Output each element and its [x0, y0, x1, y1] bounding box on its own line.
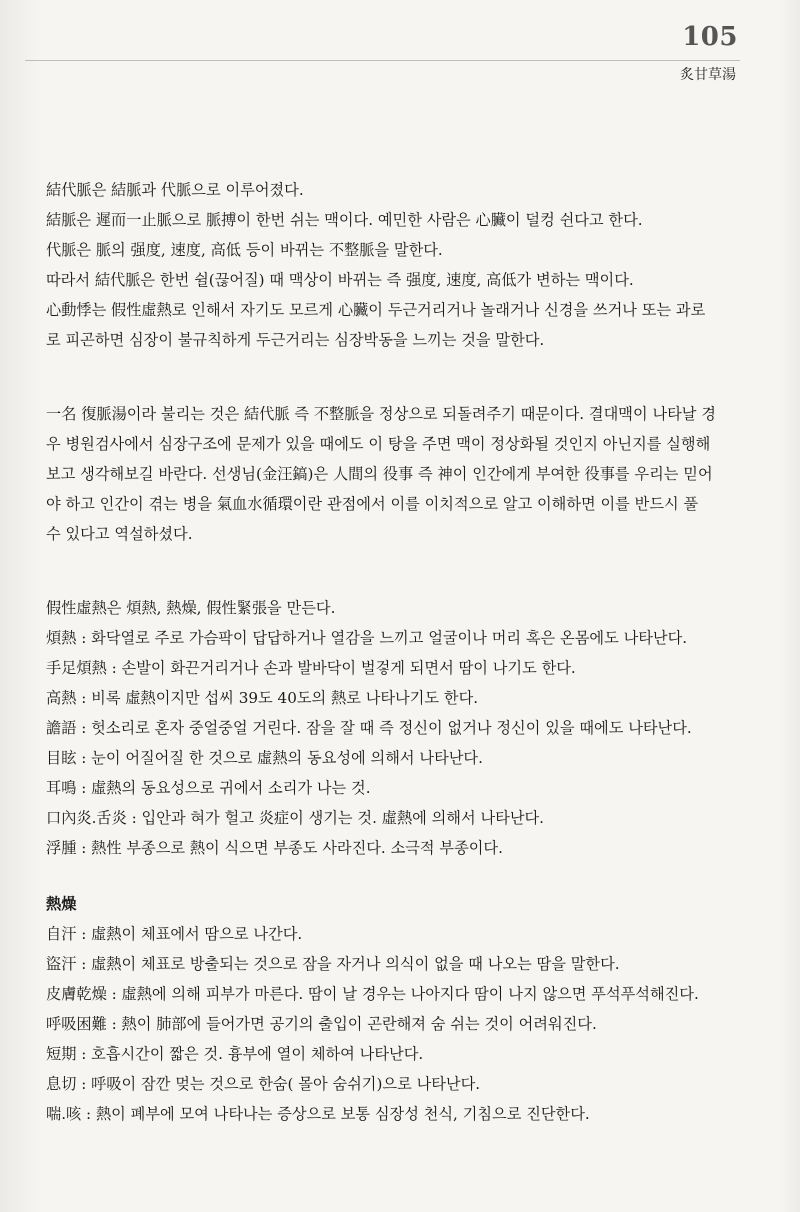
paragraph-line: 假性虛熱은 煩熱, 熱燥, 假性緊張을 만든다.: [46, 599, 336, 617]
definition-line: 煩熱 : 화닥열로 주로 가슴팍이 답답하거나 열감을 느끼고 얼굴이나 머리 혹은 온몸에도 나타난다.: [46, 629, 688, 647]
definition-line: 呼吸困難 : 熱이 肺部에 들어가면 공기의 출입이 곤란해져 숨 쉬는 것이 어려워진다.: [46, 1015, 597, 1033]
definition-line: 自汗 : 虛熱이 체표에서 땀으로 나간다.: [46, 925, 303, 943]
header-rule: [25, 60, 740, 61]
paragraph-line: 結脈은 遲而一止脈으로 脈搏이 한번 쉬는 맥이다. 예민한 사람은 心臟이 덜컹 쉰다고 한다.: [46, 211, 643, 229]
running-title: 炙甘草湯: [680, 67, 736, 83]
definition-line: 譫語 : 헛소리로 혼자 중얼중얼 거린다. 잠을 잘 때 즉 정신이 없거나 정신이 있을 때에도 나타난다.: [46, 719, 692, 737]
spacer: [46, 360, 751, 404]
definition-line: 耳鳴 : 虛熱의 동요성으로 귀에서 소리가 나는 것.: [46, 779, 371, 797]
paragraph-line: 수 있다고 역설하셨다.: [46, 525, 193, 543]
section-heading: 熱燥: [46, 895, 77, 913]
paragraph-line: 따라서 結代脈은 한번 쉴(끊어질) 때 맥상이 바뀌는 즉 强度, 速度, 高低가 변하는 맥이다.: [46, 271, 634, 289]
paragraph-line: 結代脈은 結脈과 代脈으로 이루어졌다.: [46, 181, 304, 199]
page-body: [46, 180, 751, 1134]
paragraph-line: 로 피곤하면 심장이 불규칙하게 두근거리는 심장박동을 느끼는 것을 말한다.: [46, 331, 545, 349]
spacer: [46, 868, 751, 894]
definition-line: 口內炎.舌炎 : 입안과 혀가 헐고 炎症이 생기는 것. 虛熱에 의해서 나타난다.: [46, 809, 544, 827]
paragraph-line: 心動悸는 假性虛熱로 인해서 자기도 모르게 心臟이 두근거리거나 놀래거나 신경을 쓰거나 또는 과로: [46, 301, 706, 319]
definition-line: 皮膚乾燥 : 虛熱에 의해 피부가 마른다. 땀이 날 경우는 나아지다 땀이 나지 않으면 푸석푸석해진다.: [46, 985, 699, 1003]
definition-line: 息切 : 呼吸이 잠깐 멎는 것으로 한숨( 몰아 숨쉬기)으로 나타난다.: [46, 1075, 481, 1093]
definition-line: 浮腫 : 熱性 부종으로 熱이 식으면 부종도 사라진다. 소극적 부종이다.: [46, 839, 503, 857]
paragraph-line: 우 병원검사에서 심장구조에 문제가 있을 때에도 이 탕을 주면 맥이 정상화될 것인지 아닌지를 실행해: [46, 435, 711, 453]
page-number: 105: [682, 22, 738, 52]
paragraph-line: 代脈은 脈의 强度, 速度, 高低 등이 바뀌는 不整脈을 말한다.: [46, 241, 443, 259]
definition-line: 高熱 : 비록 虛熱이지만 섭씨 39도 40도의 熱로 나타나기도 한다.: [46, 689, 479, 707]
paragraph-line: 一名 復脈湯이라 불리는 것은 結代脈 즉 不整脈을 정상으로 되돌려주기 때문이다. 결대맥이 나타날 경: [46, 405, 716, 423]
definition-line: 短期 : 호흡시간이 짧은 것. 흉부에 열이 체하여 나타난다.: [46, 1045, 424, 1063]
spacer: [46, 554, 751, 598]
definition-line: 喘.咳 : 熱이 폐부에 모여 나타나는 증상으로 보통 심장성 천식, 기침으로 진단한다.: [46, 1105, 590, 1123]
definition-line: 手足煩熱 : 손발이 화끈거리거나 손과 발바닥이 벌겋게 되면서 땀이 나기도 한다.: [46, 659, 576, 677]
definition-line: 目眩 : 눈이 어질어질 한 것으로 虛熱의 동요성에 의해서 나타난다.: [46, 749, 483, 767]
definition-line: 盜汗 : 虛熱이 체표로 방출되는 것으로 잠을 자거나 의식이 없을 때 나오는 땀을 말한다.: [46, 955, 620, 973]
paragraph-line: 야 하고 인간이 겪는 병을 氣血水循環이란 관점에서 이를 이치적으로 알고 이해하면 이를 반드시 풀: [46, 495, 699, 513]
paragraph-line: 보고 생각해보길 바란다. 선생님(金汪鎬)은 人間의 役事 즉 神이 인간에게 부여한 役事를 우리는 믿어: [46, 465, 713, 483]
